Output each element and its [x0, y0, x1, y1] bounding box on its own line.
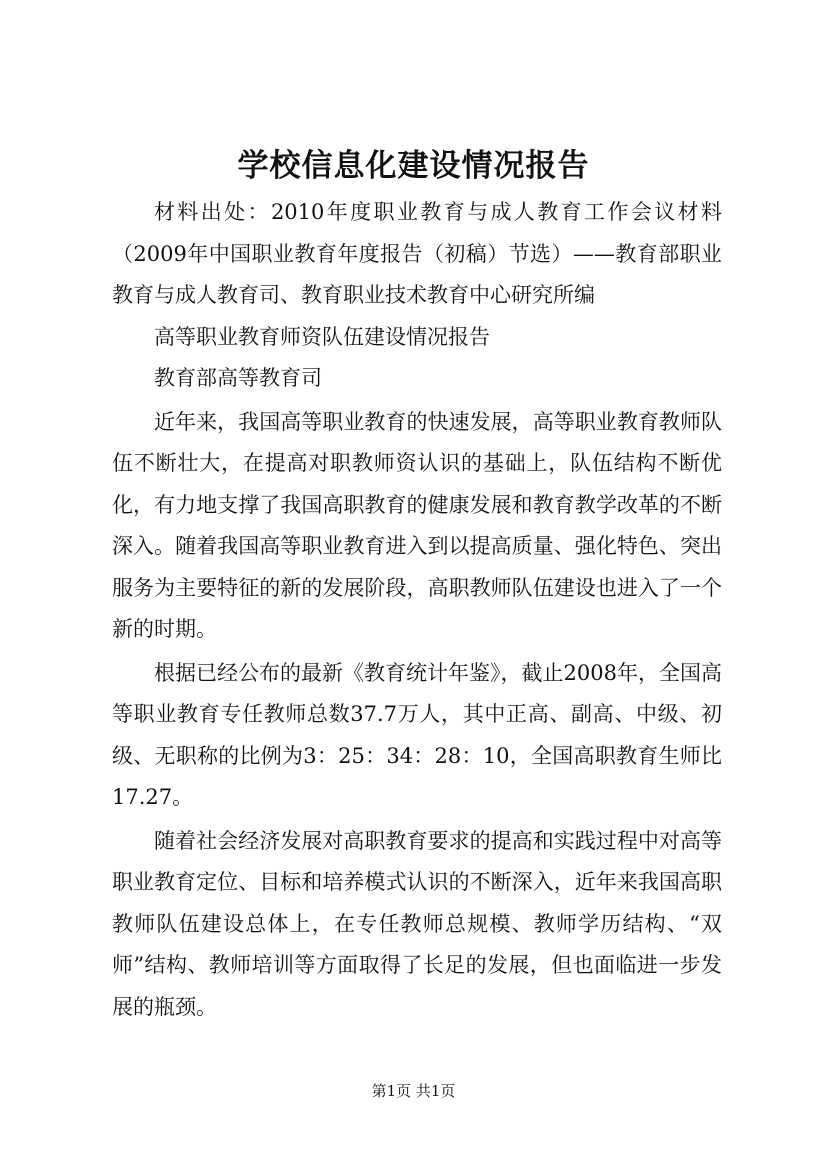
issuing-department: 教育部高等教育司 — [154, 366, 322, 390]
document-title: 学校信息化建设情况报告 — [237, 148, 590, 184]
source-paragraph: 材料出处：2010年度职业教育与成人教育工作会议材料（2009年中国职业教育年度报告（初稿）节选）——教育部职业教育与成人教育司、教育职业技术教育中心研究所编 — [112, 200, 722, 307]
document-body — [112, 192, 722, 1028]
body-paragraph: 随着社会经济发展对高职教育要求的提高和实践过程中对高等职业教育定位、目标和培养模式认识的不断深入，近年来我国高职教师队伍建设总体上，在专任教师总规模、教师学历结构、“双师”结构、教师培训等方面取得了长足的发展，但也面临进一步发展的瓶颈。 — [112, 828, 722, 1019]
body-paragraph: 近年来，我国高等职业教育的快速发展，高等职业教育教师队伍不断壮大，在提高对职教师资认识的基础上，队伍结构不断优化，有力地支撑了我国高职教育的健康发展和教育教学改革的不断深入。随着我国高等职业教育进入到以提高质量、强化特色、突出服务为主要特征的新的发展阶段，高职教师队伍建设也进入了一个新的时期。 — [112, 409, 722, 641]
body-paragraph: 根据已经公布的最新《教育统计年鉴》，截止2008年，全国高等职业教育专任教师总数37.7万人，其中正高、副高、中级、初级、无职称的比例为3：25：34：28：10，全国高职教育生师比17.27。 — [112, 660, 722, 809]
report-subtitle: 高等职业教育师资队伍建设情况报告 — [154, 324, 490, 349]
page-footer: 第1页 共1页 — [371, 1082, 456, 1100]
